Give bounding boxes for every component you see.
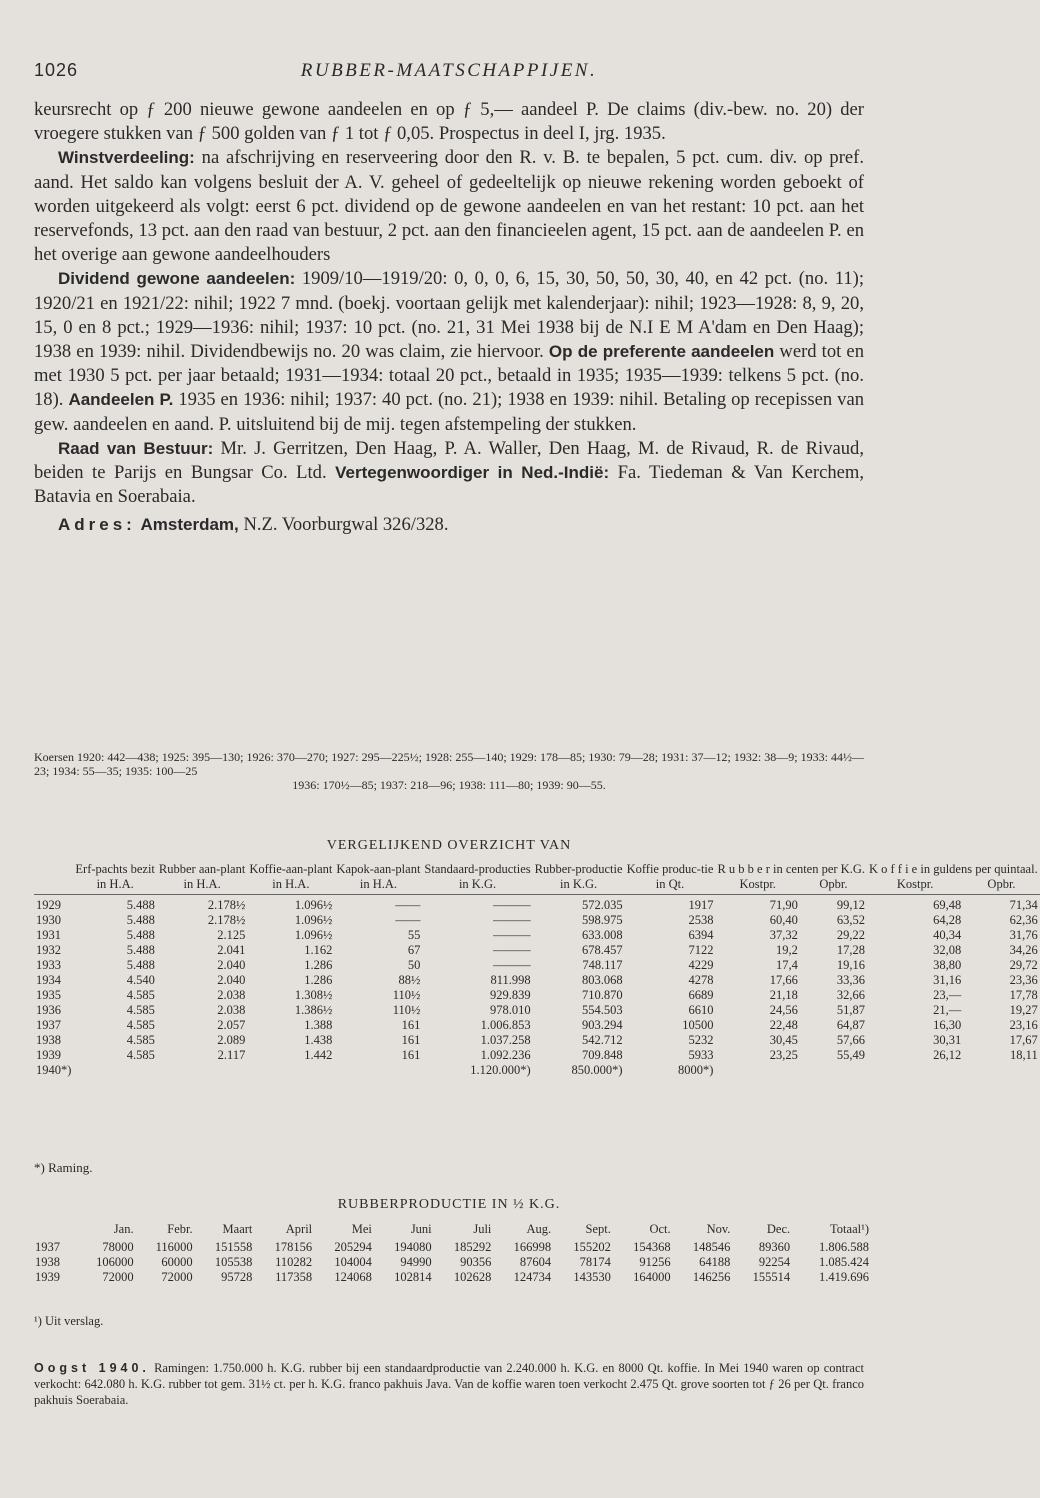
table-cell: 92254	[758, 1255, 791, 1269]
table-cell: 37,32	[769, 928, 798, 942]
table-row-year: 1933	[36, 958, 61, 972]
table-cell: 7122	[688, 943, 714, 957]
table-cell: 18,11	[1010, 1048, 1038, 1062]
table-cell: 34,26	[1009, 943, 1038, 957]
table-cell: 155514	[752, 1270, 791, 1284]
table-cell: 1.092.236	[480, 1048, 531, 1062]
table-cell: 1.096½	[294, 913, 333, 927]
overzicht-table	[34, 862, 1040, 1078]
overzicht-unit: in H.A.	[73, 877, 156, 895]
table-cell: 63,52	[836, 913, 865, 927]
table-cell: 2.117	[217, 1048, 246, 1062]
table-cell: 117358	[275, 1270, 313, 1284]
table-cell: 72000	[102, 1270, 134, 1284]
table-cell: 1.162	[304, 943, 333, 957]
overzicht-unit: in K.G.	[422, 877, 532, 895]
table-cell: 1.286	[304, 958, 333, 972]
table-cell: 32,08	[933, 943, 962, 957]
table-cell: 71,34	[1009, 898, 1038, 912]
table-cell: 57,66	[836, 1033, 865, 1047]
rubberproductie-header: Oct.	[649, 1222, 671, 1236]
overzicht-unit: Kostpr.	[867, 877, 963, 895]
running-title: RUBBER-MAATSCHAPPIJEN.	[300, 60, 598, 81]
table-cell: 40,34	[933, 928, 962, 942]
table-cell: 6689	[688, 988, 714, 1002]
table-cell: 67	[407, 943, 421, 957]
table-row-year: 1939	[35, 1270, 60, 1284]
table-cell: 148546	[692, 1240, 731, 1254]
table-cell: 21,—	[933, 1003, 962, 1017]
raad-label: Raad van Bestuur:	[58, 438, 214, 458]
rubberproductie-header: Maart	[222, 1222, 253, 1236]
overzicht-header: Erf-pachts bezit	[75, 862, 155, 876]
dividend-paragraph: Dividend gewone aandeelen: 1909/10—1919/20: 0, 0, 0, 6, 15, 30, 50, 50, 30, 40, en 42 pct. (no. 11); 1920/21 en 1921/22: nihil; 1922 7 mnd. (boekj. voortaan gelijk met kalenderjaar): nihil; 1923—1928: 8, 9, 20, 15, 0 en 8 pct.; 1929—1936: nihil; 1937: 10 pct. (no. 21, 31 Mei 1938 bij de N.I E M A'dam en Den Haag); 1938 en 1939: nihil. Dividendbewijs no. 20 was claim, zie hiervoor. Op de preferente aandeelen werd tot en met 1930 5 pct. per jaar betaald; 1931—1934: totaal 20 pct., betaald in 1935; 1935—1939: telkens 5 pct. (no. 18). Aandeelen P. 1935 en 1936: nihil; 1937: 40 pct. (no. 21); 1938 en 1939: nihil. Betaling op recepissen van gew. aandeelen en aand. P. uitsluitend bij de mij. tegen afstempeling der stukken.	[34, 268, 865, 435]
table-cell: 64188	[699, 1255, 731, 1269]
page-header	[34, 60, 864, 88]
table-cell: 31,16	[933, 973, 962, 987]
overzicht-header: K o f f i e in guldens per quintaal.	[868, 862, 1038, 876]
table-row-year: 1930	[36, 913, 61, 927]
table-row-year: 1939	[36, 1048, 61, 1062]
table-cell: 102628	[453, 1270, 492, 1284]
table-row	[34, 1255, 870, 1270]
table-cell: 1.096½	[294, 898, 333, 912]
table-cell: 38,80	[933, 958, 962, 972]
aandeelen-p-label: Aandeelen P.	[68, 390, 174, 410]
overzicht-header: Kapok-aan-plant	[336, 862, 421, 876]
rubberproductie-header: Jan.	[113, 1222, 134, 1236]
table-cell: 5.488	[126, 913, 155, 927]
table-cell: 24,56	[769, 1003, 798, 1017]
table-cell: 8000*)	[678, 1063, 714, 1077]
table-cell: 1.438	[304, 1033, 333, 1047]
table-cell: 161	[401, 1048, 421, 1062]
table-cell: 71,90	[769, 898, 798, 912]
table-cell: 102814	[394, 1270, 432, 1284]
table-cell: 161	[401, 1018, 421, 1032]
table-cell: 32,66	[836, 988, 865, 1002]
table-cell: 10500	[682, 1018, 714, 1032]
table-cell: 5232	[688, 1033, 714, 1047]
adres-label: Adres:	[58, 515, 136, 535]
table-cell: 17,66	[769, 973, 798, 987]
table-cell: 1.085.424	[819, 1255, 869, 1269]
table-cell: 17,78	[1009, 988, 1038, 1002]
table-cell: 30,31	[933, 1033, 962, 1047]
table-cell: 31,76	[1009, 928, 1038, 942]
table-row-year: 1940*)	[36, 1063, 72, 1077]
table-cell: 194080	[394, 1240, 432, 1254]
table-cell: ———	[493, 898, 531, 912]
table-cell: 17,28	[836, 943, 865, 957]
koersen-line-2: 1936: 170½—85; 1937: 218—96; 1938: 111—80; 1939: 90—55.	[292, 778, 606, 792]
table-cell: 2.178½	[207, 913, 246, 927]
table-cell: 22,48	[769, 1018, 798, 1032]
table-cell: 151558	[214, 1240, 253, 1254]
rubberproductie-table	[34, 1222, 870, 1285]
table-cell: ———	[493, 928, 531, 942]
table-cell: 124068	[334, 1270, 372, 1284]
table-cell: 4.585	[126, 1018, 155, 1032]
table-cell: 50	[407, 958, 421, 972]
table-row-year: 1938	[36, 1033, 61, 1047]
table-cell: 19,27	[1009, 1003, 1038, 1017]
table-cell: 29,22	[836, 928, 865, 942]
table-row	[34, 895, 1040, 914]
table-cell: 2.038	[217, 1003, 246, 1017]
table-row-year: 1932	[36, 943, 61, 957]
table-cell: 978.010	[490, 1003, 531, 1017]
table-cell: 929.839	[490, 988, 531, 1002]
adres-city: Amsterdam,	[140, 515, 239, 535]
table-cell: 23,36	[1009, 973, 1038, 987]
table-cell: 146256	[692, 1270, 731, 1284]
table-cell: 2.125	[217, 928, 246, 942]
table-cell: 1.388	[304, 1018, 333, 1032]
table-cell: 17,4	[776, 958, 798, 972]
table-row	[34, 988, 1040, 1003]
table-row-year: 1931	[36, 928, 61, 942]
table-cell: 2538	[688, 913, 714, 927]
table-row-year: 1937	[36, 1018, 61, 1032]
table-cell: 1.442	[304, 1048, 333, 1062]
overzicht-unit: Opbr.	[963, 877, 1039, 895]
table-row	[34, 1048, 1040, 1063]
dividend-label: Dividend gewone aandeelen:	[58, 269, 296, 289]
table-cell: 99,12	[836, 898, 865, 912]
table-cell	[715, 1063, 799, 1078]
table-cell: 105538	[214, 1255, 253, 1269]
verslag-footnote: ¹) Uit verslag.	[34, 1314, 104, 1328]
table-cell	[867, 1063, 963, 1078]
table-cell: 2.040	[217, 973, 246, 987]
table-row	[34, 1063, 1040, 1078]
oogst-label: Oogst 1940.	[34, 1361, 150, 1375]
table-cell: 72000	[161, 1270, 193, 1284]
table-row-year: 1936	[36, 1003, 61, 1017]
table-row	[34, 1018, 1040, 1033]
table-cell: 5.488	[126, 943, 155, 957]
table-cell: 5.488	[126, 928, 155, 942]
table-cell: ———	[493, 913, 531, 927]
table-cell: 19,2	[776, 943, 798, 957]
table-cell: 1917	[688, 898, 714, 912]
table-cell: 166998	[513, 1240, 552, 1254]
overzicht-header: Standaard-producties	[424, 862, 531, 876]
table-cell: 1.419.696	[819, 1270, 869, 1284]
table-cell: 903.294	[581, 1018, 623, 1032]
rubberproductie-header: Dec.	[766, 1222, 791, 1236]
page-number: 1026	[34, 60, 79, 80]
table-cell: 572.035	[581, 898, 623, 912]
overzicht-unit-year	[34, 877, 73, 895]
overzicht-unit: Kostpr.	[715, 877, 799, 895]
table-cell: 542.712	[581, 1033, 623, 1047]
table-cell: 94990	[400, 1255, 432, 1269]
overzicht-unit-row	[34, 877, 1040, 895]
table-cell: 60,40	[769, 913, 798, 927]
table-cell: 4.540	[126, 973, 155, 987]
overzicht-body	[34, 895, 1040, 1079]
table-cell: 60000	[161, 1255, 193, 1269]
table-cell	[157, 1063, 247, 1078]
table-cell: 23,25	[769, 1048, 798, 1062]
rubberproductie-body	[34, 1240, 870, 1285]
table-cell: 1.286	[304, 973, 333, 987]
table-cell: 1.120.000*)	[470, 1063, 531, 1077]
table-cell: 88½	[398, 973, 421, 987]
koersen-line-1: Koersen 1920: 442—438; 1925: 395—130; 1926: 370—270; 1927: 295—225½; 1928: 255—140; 1929: 178—85; 1930: 79—28; 1931: 37—12; 1932: 38—9; 1933: 44½—23; 1934: 55—35; 1935: 100—25	[34, 750, 864, 778]
table-cell: 62,36	[1009, 913, 1038, 927]
table-cell: 78000	[102, 1240, 134, 1254]
table-cell: 110½	[392, 988, 421, 1002]
overzicht-header: Rubber aan-plant	[158, 862, 246, 876]
table-cell: 5.488	[126, 898, 155, 912]
table-cell: 21,18	[769, 988, 798, 1002]
table-cell: 143530	[573, 1270, 611, 1284]
table-cell: 748.117	[582, 958, 623, 972]
table-cell: 2.178½	[207, 898, 246, 912]
table-cell: 161	[401, 1033, 421, 1047]
table-cell: ——	[395, 913, 421, 927]
table-cell: 633.008	[581, 928, 623, 942]
table-cell: 598.975	[581, 913, 623, 927]
table-cell: 116000	[155, 1240, 193, 1254]
table-cell: 29,72	[1009, 958, 1038, 972]
preferente-label: Op de preferente aandeelen	[548, 342, 775, 362]
table-cell: ———	[493, 943, 531, 957]
table-cell: 6610	[688, 1003, 714, 1017]
rubberproductie-header-row	[34, 1222, 870, 1240]
table-cell: 4278	[688, 973, 714, 987]
table-cell: 164000	[633, 1270, 671, 1284]
rubberproductie-header: Totaal¹)	[830, 1222, 869, 1236]
table-cell: 554.503	[581, 1003, 623, 1017]
table-row-year: 1938	[35, 1255, 60, 1269]
table-row-year: 1929	[36, 898, 61, 912]
table-cell: 5933	[688, 1048, 714, 1062]
table-row-year: 1934	[36, 973, 61, 987]
rubberproductie-header: Febr.	[167, 1222, 193, 1236]
overzicht-unit: in K.G.	[533, 877, 625, 895]
rubberproductie-header: Aug.	[526, 1222, 552, 1236]
table-cell: 5.488	[126, 958, 155, 972]
table-cell: 1.096½	[294, 928, 333, 942]
table-cell: 178156	[274, 1240, 313, 1254]
overzicht-unit: in H.A.	[247, 877, 334, 895]
company-description	[34, 98, 864, 538]
table-cell: 2.089	[217, 1033, 246, 1047]
table-cell: 89360	[758, 1240, 791, 1254]
table-cell: 19,16	[836, 958, 865, 972]
table-cell: 4.585	[126, 1048, 155, 1062]
table-row	[34, 1240, 870, 1255]
table-cell: 106000	[96, 1255, 134, 1269]
winstverdeeling-label: Winstverdeeling:	[58, 148, 195, 168]
table-cell: 64,87	[836, 1018, 865, 1032]
table-cell: 709.848	[581, 1048, 623, 1062]
table-cell	[963, 1063, 1039, 1078]
table-cell: 6394	[688, 928, 714, 942]
overzicht-header: R u b b e r in centen per K.G.	[717, 862, 865, 876]
table-cell	[247, 1063, 334, 1078]
table-cell: 110282	[275, 1255, 313, 1269]
table-cell: 678.457	[581, 943, 623, 957]
table-cell: 1.308½	[294, 988, 333, 1002]
table-cell: 64,28	[933, 913, 962, 927]
overzicht-header-year	[34, 862, 73, 877]
table-cell: 33,36	[836, 973, 865, 987]
table-cell: 4.585	[126, 988, 155, 1002]
rubberproductie-header: Sept.	[585, 1222, 611, 1236]
table-cell: 23,—	[933, 988, 962, 1002]
overzicht-unit: in H.A.	[157, 877, 247, 895]
table-cell: 155202	[573, 1240, 611, 1254]
claims-paragraph: keursrecht op ƒ 200 nieuwe gewone aandeelen en op ƒ 5,— aandeel P. De claims (div.-bew. no. 20) der vroegere stukken van ƒ 500 golden van ƒ 1 tot ƒ 0,05. Prospectus in deel I, jrg. 1935.	[34, 99, 864, 145]
rubberproductie-header: Nov.	[706, 1222, 731, 1236]
table-cell: 2.041	[217, 943, 246, 957]
table-cell: 4229	[688, 958, 714, 972]
table-cell: 2.040	[217, 958, 246, 972]
table-cell: 803.068	[581, 973, 623, 987]
overzicht-unit: in H.A.	[334, 877, 422, 895]
winstverdeeling-paragraph: Winstverdeeling: na afschrijving en reserveering door den R. v. B. te bepalen, 5 pct. cum. div. op pref. aand. Het saldo kan volgens besluit der A. V. geheel of gedeeltelijk op nieuwe rekening worden geboekt of worden uitgekeerd als volgt: eerst 6 pct. dividend op de gewone aandeelen en van het restant: 10 pct. aan het reservefonds, 13 pct. aan den raad van bestuur, 2 pct. aan den financieelen agent, 15 pct. aan de aandeelen P. en het overige aan gewone aandeelhouders	[34, 147, 864, 266]
table-cell	[334, 1063, 422, 1078]
rubberproductie-header: Juli	[473, 1222, 492, 1236]
table-row	[34, 973, 1040, 988]
table-cell: 110½	[392, 1003, 421, 1017]
table-cell: 87604	[519, 1255, 552, 1269]
table-row-year: 1935	[36, 988, 61, 1002]
table-cell: 2.057	[217, 1018, 246, 1032]
table-cell: 1.037.258	[480, 1033, 531, 1047]
table-row	[34, 1270, 870, 1285]
rubberproductie-header-year	[34, 1222, 75, 1240]
table-cell: 51,87	[836, 1003, 865, 1017]
table-cell: 90356	[460, 1255, 492, 1269]
adres-paragraph: Adres: Amsterdam, N.Z. Voorburgwal 326/328.	[58, 514, 449, 536]
table-row	[34, 943, 1040, 958]
overzicht-unit: Opbr.	[800, 877, 867, 895]
koersen-block	[34, 750, 864, 792]
table-cell: 16,30	[933, 1018, 962, 1032]
table-row	[34, 928, 1040, 943]
table-cell: 1.806.588	[819, 1240, 869, 1254]
table-cell: 1.386½	[294, 1003, 333, 1017]
table-cell: 69,48	[933, 898, 962, 912]
table-cell: 2.038	[217, 988, 246, 1002]
overzicht-header: Koffie produc-tie	[626, 862, 714, 876]
table-cell: 1.006.853	[480, 1018, 531, 1032]
rubberproductie-header: Juni	[410, 1222, 432, 1236]
table-cell	[73, 1063, 156, 1078]
table-cell: 185292	[453, 1240, 492, 1254]
table-cell	[800, 1063, 867, 1078]
table-cell: ——	[395, 898, 421, 912]
table-row	[34, 1003, 1040, 1018]
table-cell: 55	[407, 928, 421, 942]
rubberproductie-title: RUBBERPRODUCTIE IN ½ K.G.	[337, 1197, 561, 1212]
overzicht-header-row	[34, 862, 1040, 877]
table-cell: 55,49	[836, 1048, 865, 1062]
table-cell: 23,16	[1009, 1018, 1038, 1032]
table-cell: 95728	[221, 1270, 253, 1284]
table-cell: 17,67	[1009, 1033, 1038, 1047]
overzicht-unit: in Qt.	[625, 877, 716, 895]
table-cell: 4.585	[126, 1033, 155, 1047]
oogst-paragraph: Oogst 1940. Ramingen: 1.750.000 h. K.G. rubber bij een standaardproductie van 2.240.000 h. K.G. en 8000 Qt. koffie. In Mei 1940 waren op contract verkocht: 642.080 h. K.G. rubber tot gem. 31½ ct. per h. K.G. franco pakhuis Java. Van de koffie waren toen verkocht 2.475 Qt. grove soorten tot ƒ 26 per Qt. franco pakhuis Soerabaia.	[34, 1361, 865, 1407]
overzicht-title: VERGELIJKEND OVERZICHT VAN	[326, 838, 572, 853]
table-cell: 4.585	[126, 1003, 155, 1017]
table-cell: ———	[493, 958, 531, 972]
raming-footnote: *) Raming.	[34, 1160, 93, 1175]
table-row	[34, 1033, 1040, 1048]
table-cell: 811.998	[490, 973, 531, 987]
overzicht-header: Rubber-productie	[534, 862, 623, 876]
rubberproductie-header: Mei	[351, 1222, 372, 1236]
table-cell: 205294	[334, 1240, 372, 1254]
table-cell: 104004	[334, 1255, 372, 1269]
raad-paragraph: Raad van Bestuur: Mr. J. Gerritzen, Den Haag, P. A. Waller, Den Haag, M. de Rivaud, R. de Rivaud, beiden te Parijs en Bungsar Co. Ltd. Vertegenwoordiger in Ned.-Indië: Fa. Tiedeman & Van Kerchem, Batavia en Soerabaia.	[34, 437, 865, 508]
rubberproductie-header: April	[285, 1222, 313, 1236]
table-cell: 78174	[579, 1255, 611, 1269]
table-cell: 91256	[639, 1255, 671, 1269]
table-row	[34, 958, 1040, 973]
overzicht-header: Koffie-aan-plant	[249, 862, 333, 876]
table-cell: 850.000*)	[571, 1063, 623, 1077]
table-cell: 710.870	[581, 988, 623, 1002]
table-cell: 154368	[633, 1240, 671, 1254]
table-row-year: 1937	[35, 1240, 60, 1254]
table-cell: 30,45	[769, 1033, 798, 1047]
table-cell: 124734	[513, 1270, 552, 1284]
table-row	[34, 913, 1040, 928]
vertegenwoordiger-label: Vertegenwoordiger in Ned.-Indië:	[335, 463, 610, 483]
table-cell: 26,12	[933, 1048, 962, 1062]
